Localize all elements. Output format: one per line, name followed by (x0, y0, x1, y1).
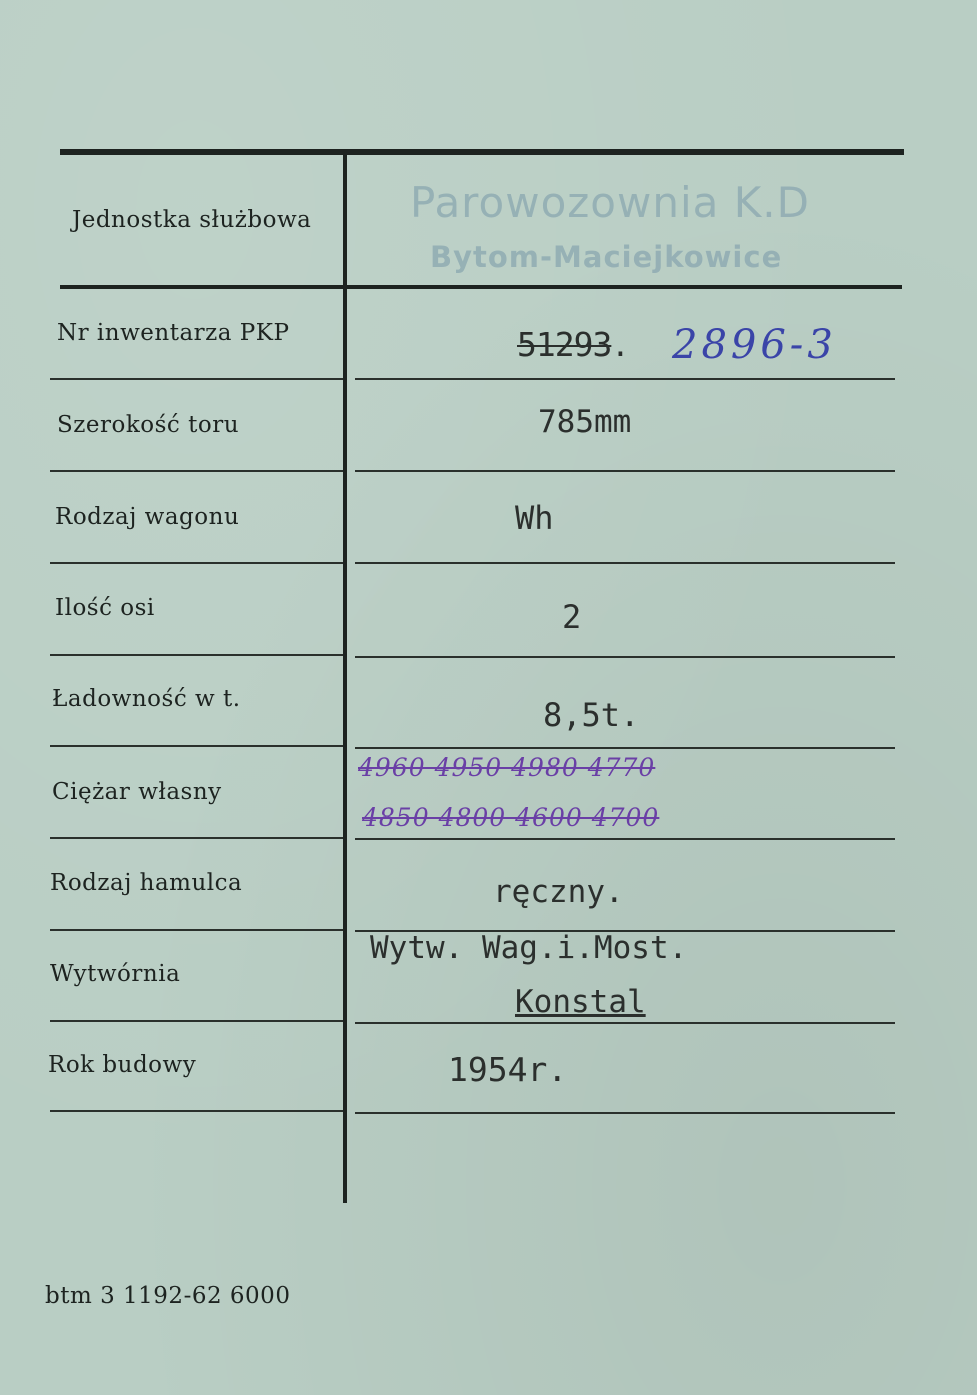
row-divider (50, 562, 343, 564)
tare-values-line-1: 4960 4950 4980 4770 (358, 753, 656, 782)
year-value: 1954r. (448, 1050, 568, 1089)
row-divider (50, 745, 343, 747)
row-divider (50, 470, 343, 472)
row-divider (50, 378, 343, 380)
axles-value: 2 (562, 598, 582, 636)
label-capacity: Ładowność w t. (52, 686, 241, 712)
row-divider (50, 1110, 343, 1112)
label-brake: Rodzaj hamulca (50, 870, 243, 896)
header-rule (60, 285, 902, 289)
maker-value-line-1: Wytw. Wag.i.Most. (370, 930, 688, 966)
label-maker: Wytwórnia (50, 961, 181, 987)
label-unit: Jednostka służbowa (72, 207, 312, 233)
row-divider (50, 1020, 343, 1022)
top-rule (60, 149, 904, 155)
label-axles: Ilość osi (55, 595, 155, 621)
label-year: Rok budowy (48, 1052, 197, 1078)
row-divider (355, 378, 895, 380)
maker-value-line-2: Konstal (515, 984, 646, 1020)
column-divider (343, 155, 347, 1203)
inventory-handwritten: 2896-3 (672, 322, 837, 368)
row-divider (50, 654, 343, 656)
stamp-line-2: Bytom-Maciejkowice (430, 240, 783, 274)
row-divider (355, 562, 895, 564)
label-wagon-type: Rodzaj wagonu (55, 504, 240, 530)
row-divider (355, 1112, 895, 1114)
row-divider (355, 656, 895, 658)
row-divider (355, 470, 895, 472)
tare-values-line-2: 4850 4800 4600 4700 (362, 803, 660, 832)
row-divider (50, 929, 343, 931)
row-divider (355, 747, 895, 749)
gauge-value: 785mm (538, 404, 632, 440)
label-inventory: Nr inwentarza PKP (57, 320, 290, 346)
inventory-struck: 51293. (517, 325, 629, 364)
stamp-line-1: Parowozownia K.D (410, 178, 810, 227)
row-divider (355, 1022, 895, 1024)
row-divider (355, 838, 895, 840)
label-tare: Ciężar własny (52, 779, 222, 805)
capacity-value: 8,5t. (543, 696, 640, 734)
brake-value: ręczny. (493, 874, 624, 910)
label-gauge: Szerokość toru (57, 412, 240, 438)
row-divider (50, 837, 343, 839)
wagon-type-value: Wh (515, 499, 554, 537)
print-code: btm 3 1192-62 6000 (45, 1283, 291, 1309)
